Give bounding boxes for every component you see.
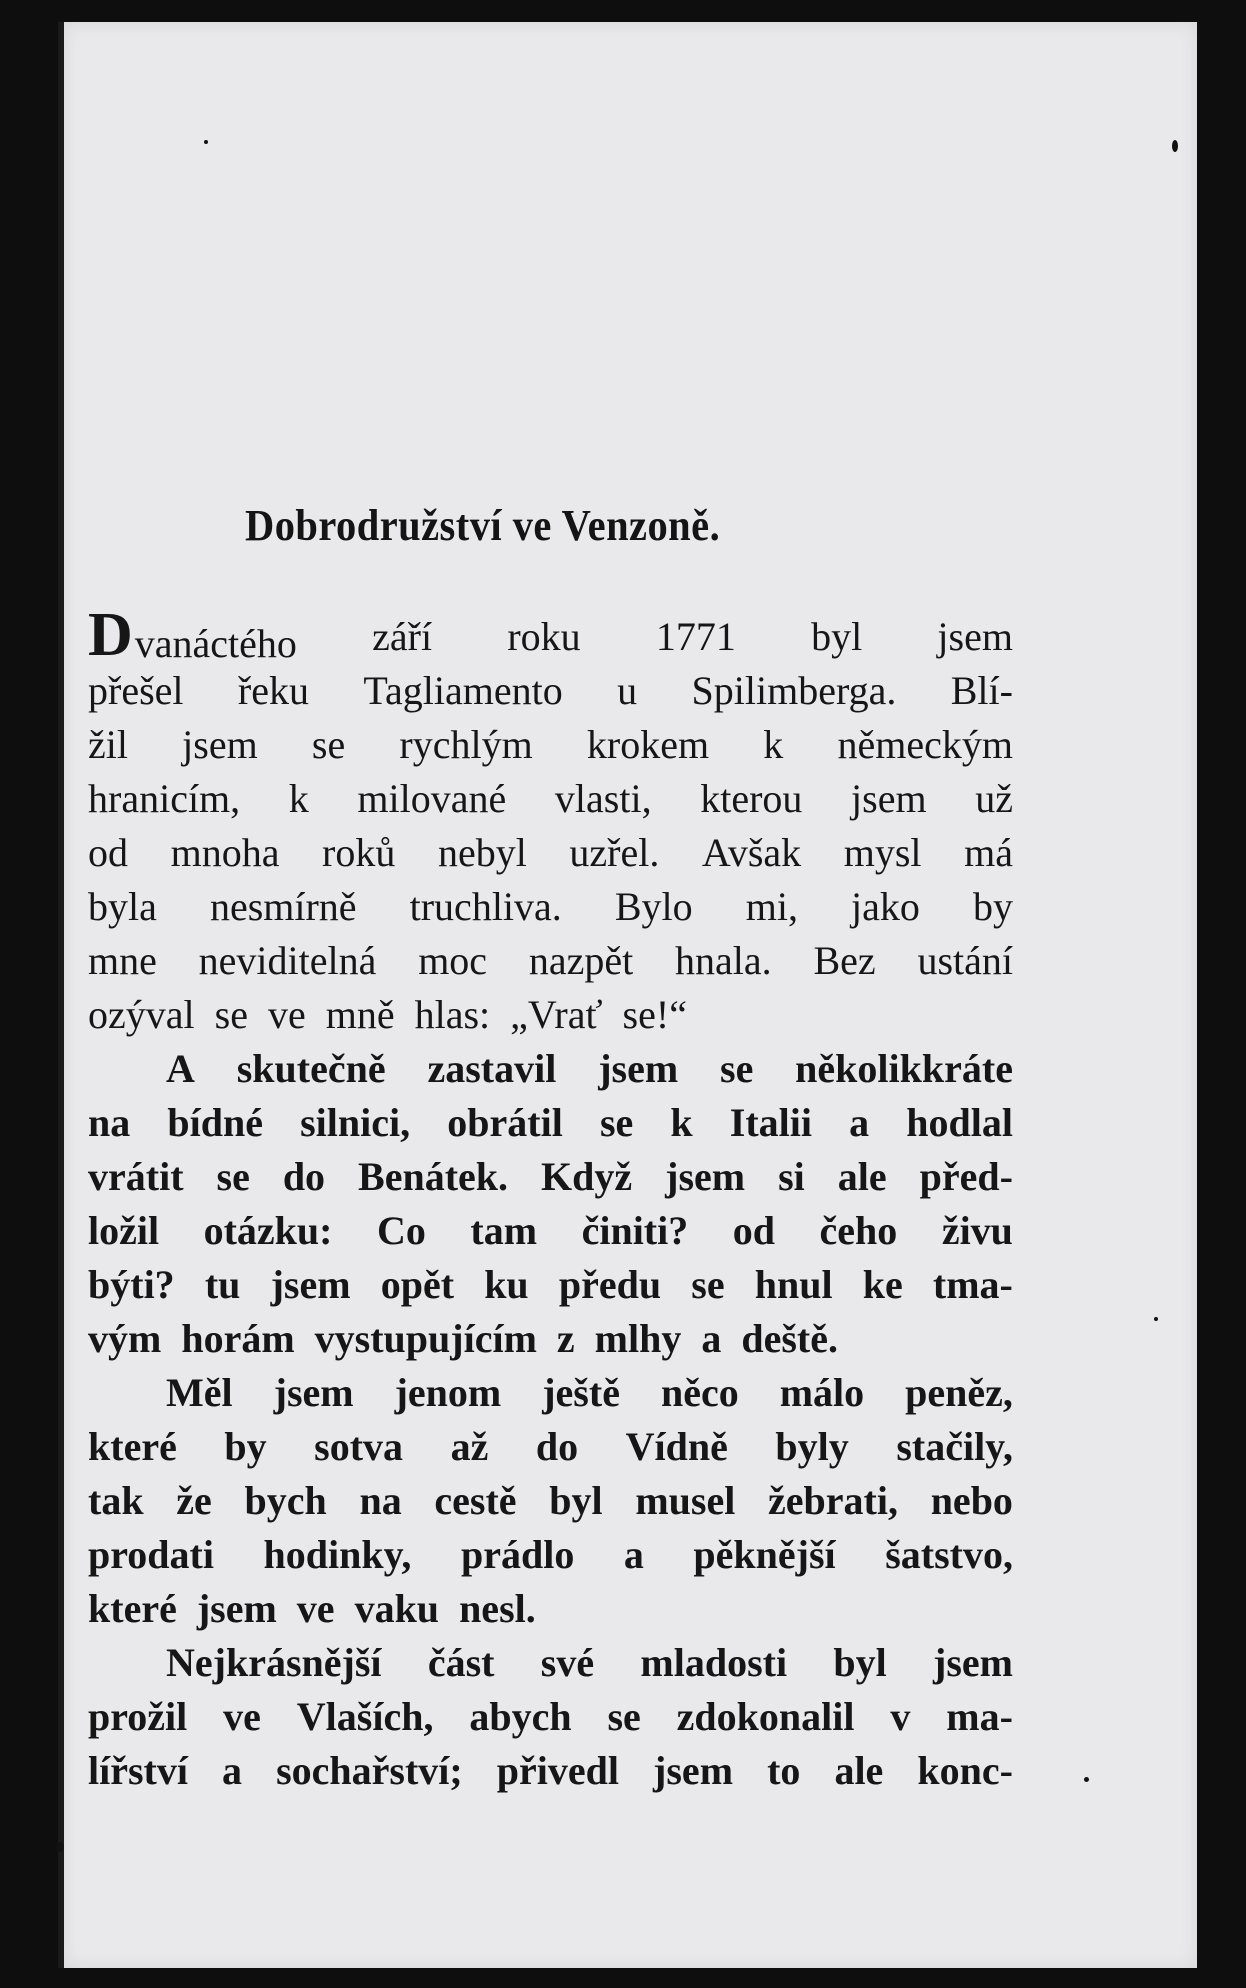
line-word: hnala. <box>675 938 772 983</box>
line-first-word: vrátit <box>88 1154 184 1199</box>
text-line <box>88 1744 1013 1798</box>
text-line <box>88 1582 1013 1636</box>
line-word: ve <box>296 1586 335 1631</box>
line-word: vystupujícím <box>314 1316 537 1361</box>
line-word: a <box>701 1316 722 1361</box>
line-word: z <box>556 1316 575 1361</box>
line-word: prádlo <box>460 1532 575 1577</box>
line-first-word: na <box>88 1100 131 1145</box>
line-first-word <box>88 601 297 669</box>
text-line <box>88 772 1013 826</box>
line-word: musel <box>635 1478 736 1523</box>
line-word: šatstvo, <box>885 1532 1013 1577</box>
line-word: se <box>607 1694 641 1739</box>
line-word: nazpět <box>528 938 634 983</box>
line-word: rychlým <box>399 722 533 767</box>
line-word: jsem <box>933 1640 1013 1685</box>
line-word: nesl. <box>459 1586 536 1631</box>
line-word: mnoha <box>170 830 280 875</box>
line-word: německým <box>837 722 1013 767</box>
line-word: byly <box>775 1424 849 1469</box>
line-word: jsem <box>270 1262 351 1307</box>
first-word-rest: vanáctého <box>134 621 297 666</box>
line-word: zastavil <box>427 1046 557 1091</box>
line-word: Benátek. <box>358 1154 509 1199</box>
line-word: do <box>282 1154 326 1199</box>
line-word: se <box>691 1262 725 1307</box>
line-word: a <box>623 1532 644 1577</box>
line-word: peněz, <box>905 1370 1013 1415</box>
text-line <box>88 1204 1013 1258</box>
line-word: září <box>372 614 433 659</box>
text-line <box>88 1150 1013 1204</box>
line-word: kterou <box>700 776 803 821</box>
line-word: u <box>617 668 638 713</box>
line-word: si <box>778 1154 805 1199</box>
line-word: už <box>975 776 1013 821</box>
line-word: mi, <box>745 884 798 929</box>
line-word: k <box>670 1100 693 1145</box>
text-line <box>88 1312 1013 1366</box>
text-line <box>88 1042 1013 1096</box>
line-word: silnici, <box>300 1100 411 1145</box>
line-word: to <box>767 1748 801 1793</box>
line-first-word: býti? <box>88 1262 175 1307</box>
line-word: Co <box>377 1208 426 1253</box>
line-word: moc <box>418 938 488 983</box>
line-word: jsem <box>598 1046 679 1091</box>
line-word: ještě <box>542 1370 620 1415</box>
text-line <box>88 1690 1013 1744</box>
line-word: do <box>535 1424 579 1469</box>
line-word: pěknější <box>693 1532 836 1577</box>
line-word: cestě <box>434 1478 517 1523</box>
line-first-word: tak <box>88 1478 144 1523</box>
line-word: roku <box>507 614 581 659</box>
line-word: část <box>427 1640 495 1685</box>
ink-speck <box>1084 1777 1089 1782</box>
line-word: že <box>176 1478 212 1523</box>
line-first-word: ozýval <box>88 992 195 1037</box>
line-word: několikkráte <box>795 1046 1013 1091</box>
line-word: obrátil <box>447 1100 563 1145</box>
text-line <box>88 1366 1013 1420</box>
line-first-word: přešel <box>88 668 184 713</box>
line-word: bych <box>244 1478 327 1523</box>
line-first-word: mne <box>88 938 157 983</box>
ink-speck <box>1172 140 1178 152</box>
line-word: ke <box>862 1262 903 1307</box>
line-word: žebrati, <box>768 1478 898 1523</box>
line-first-word: které <box>88 1586 177 1631</box>
line-word: zdokonalil <box>676 1694 855 1739</box>
line-word: nebyl <box>437 830 527 875</box>
line-word: Tagliamento <box>363 668 563 713</box>
line-word: jenom <box>394 1370 502 1415</box>
line-word: hlas: <box>414 992 491 1037</box>
text-line <box>88 1096 1013 1150</box>
line-word: činiti? <box>581 1208 689 1253</box>
line-word: jsem <box>273 1370 354 1415</box>
line-word: Bylo <box>614 884 693 929</box>
line-word: přivedl <box>496 1748 619 1793</box>
line-word: jsem <box>653 1748 734 1793</box>
line-word: byl <box>549 1478 603 1523</box>
line-word: se <box>599 1100 634 1145</box>
line-first-word: prožil <box>88 1694 188 1739</box>
line-first-word: Nejkrásnější <box>166 1640 382 1685</box>
line-word: sotva <box>314 1424 404 1469</box>
body-text <box>88 601 1013 1798</box>
line-first-word: vým <box>88 1316 162 1361</box>
line-word: až <box>450 1424 489 1469</box>
line-word: Vídně <box>625 1424 728 1469</box>
line-word: se <box>720 1046 754 1091</box>
line-word: 1771 <box>655 614 736 659</box>
line-word: jsem <box>665 1154 746 1199</box>
line-word: ale <box>837 1154 887 1199</box>
line-word: předu <box>558 1262 662 1307</box>
line-word: před- <box>919 1154 1013 1199</box>
line-word: málo <box>779 1370 865 1415</box>
line-word: Blí- <box>950 668 1013 713</box>
line-first-word: hranicím, <box>88 776 241 821</box>
line-word: Když <box>541 1154 633 1199</box>
line-word: Italii <box>729 1100 812 1145</box>
line-first-word: A <box>166 1046 195 1091</box>
text-line <box>88 1636 1013 1690</box>
line-word: jsem <box>851 776 927 821</box>
line-word: nesmírně <box>209 884 357 929</box>
line-word: mlhy <box>594 1316 682 1361</box>
line-word: v <box>890 1694 911 1739</box>
line-word: se <box>311 722 346 767</box>
line-first-word: od <box>88 830 128 875</box>
line-word: deště. <box>741 1316 838 1361</box>
line-word: tam <box>470 1208 538 1253</box>
line-word: ku <box>484 1262 529 1307</box>
line-word: otázku: <box>203 1208 333 1253</box>
line-word: nebo <box>930 1478 1013 1523</box>
line-word: ve <box>223 1694 261 1739</box>
line-word: něco <box>660 1370 739 1415</box>
line-word: jsem <box>937 614 1013 659</box>
ink-speck <box>56 1842 64 1852</box>
line-first-word: žil <box>88 722 128 767</box>
text-line <box>88 880 1013 934</box>
line-word: mysl <box>843 830 922 875</box>
line-word: k <box>288 776 309 821</box>
line-word: ale <box>834 1748 884 1793</box>
text-line <box>88 718 1013 772</box>
line-first-word: které <box>88 1424 177 1469</box>
line-word: byl <box>833 1640 887 1685</box>
line-first-word: prodati <box>88 1532 214 1577</box>
chapter-title: Dobrodružství ve Venzoně. <box>245 501 721 550</box>
line-word: k <box>763 722 784 767</box>
line-word: abych <box>469 1694 572 1739</box>
line-word: sochařství; <box>276 1748 463 1793</box>
text-line <box>88 664 1013 718</box>
line-word: konc- <box>917 1748 1013 1793</box>
line-word: vaku <box>354 1586 440 1631</box>
text-line <box>88 988 1013 1042</box>
line-word: by <box>224 1424 267 1469</box>
line-word: a <box>849 1100 870 1145</box>
line-word: uzřel. <box>569 830 660 875</box>
line-word: se <box>216 1154 250 1199</box>
text-line <box>88 1474 1013 1528</box>
line-word: na <box>359 1478 402 1523</box>
text-line <box>88 601 1013 669</box>
line-word: jsem <box>196 1586 277 1631</box>
line-word: a <box>222 1748 243 1793</box>
line-word: má <box>964 830 1013 875</box>
line-first-word: ložil <box>88 1208 160 1253</box>
line-word: řeku <box>237 668 309 713</box>
line-word: Bez <box>813 938 876 983</box>
line-word: mladosti <box>640 1640 788 1685</box>
line-word: roků <box>322 830 396 875</box>
line-word: Spilimberga. <box>691 668 897 713</box>
line-word: opět <box>380 1262 455 1307</box>
line-word: tma- <box>932 1262 1013 1307</box>
line-word: horám <box>181 1316 295 1361</box>
line-first-word: lířství <box>88 1748 188 1793</box>
line-word: „Vrať <box>510 992 603 1037</box>
line-word: truchliva. <box>409 884 562 929</box>
line-word: své <box>540 1640 595 1685</box>
ink-speck <box>1154 1317 1158 1321</box>
line-first-word: Měl <box>166 1370 233 1415</box>
text-line <box>88 826 1013 880</box>
text-line <box>88 1258 1013 1312</box>
line-word: ve <box>267 992 306 1037</box>
line-word: ma- <box>946 1694 1013 1739</box>
line-word: hnul <box>754 1262 833 1307</box>
line-word: čeho <box>819 1208 898 1253</box>
line-word: hodinky, <box>263 1532 412 1577</box>
line-word: živu <box>941 1208 1013 1253</box>
line-word: byl <box>811 614 863 659</box>
line-word: bídné <box>167 1100 263 1145</box>
line-word: ustání <box>917 938 1013 983</box>
line-word: neviditelná <box>198 938 377 983</box>
text-line <box>88 1420 1013 1474</box>
line-word: skutečně <box>236 1046 386 1091</box>
line-word: se!“ <box>622 992 687 1037</box>
line-word: od <box>732 1208 776 1253</box>
line-word: stačily, <box>896 1424 1013 1469</box>
text-line <box>88 934 1013 988</box>
line-word: Vlaších, <box>296 1694 434 1739</box>
line-word: se <box>214 992 248 1037</box>
line-word: vlasti, <box>554 776 652 821</box>
text-line <box>88 1528 1013 1582</box>
line-word: mně <box>325 992 395 1037</box>
ink-speck <box>204 140 208 144</box>
drop-cap: D <box>88 601 133 669</box>
line-word: hodlal <box>906 1100 1013 1145</box>
line-word: tu <box>204 1262 241 1307</box>
line-word: by <box>972 884 1013 929</box>
line-word: krokem <box>586 722 710 767</box>
line-first-word: byla <box>88 884 157 929</box>
line-word: Avšak <box>701 830 802 875</box>
line-word: jako <box>851 884 920 929</box>
line-word: jsem <box>182 722 258 767</box>
line-word: milované <box>357 776 507 821</box>
